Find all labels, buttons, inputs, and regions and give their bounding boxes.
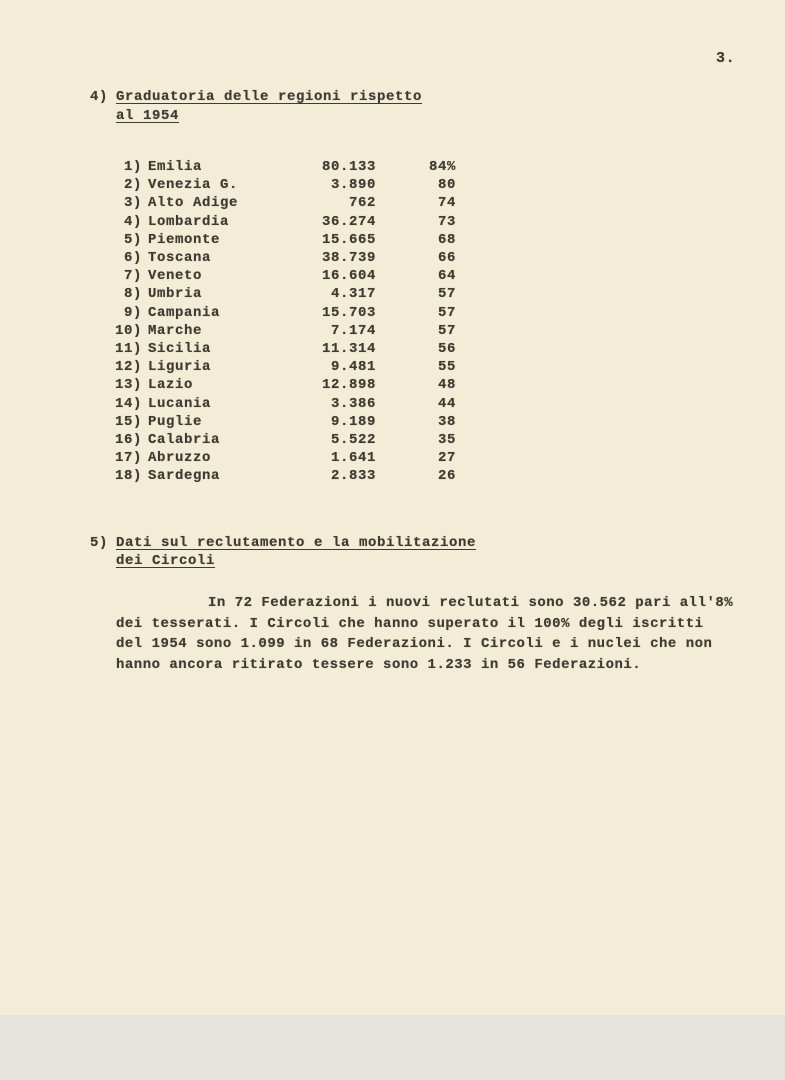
region-name: Liguria	[148, 359, 212, 376]
region-percent: 38	[437, 413, 456, 430]
region-name: Umbria	[148, 286, 203, 303]
region-row	[100, 322, 459, 340]
region-name: Venezia G.	[148, 177, 239, 194]
region-row	[100, 358, 459, 376]
region-value: 2.833	[330, 468, 376, 485]
rank-number: 3)	[123, 195, 142, 212]
region-percent: 66	[437, 250, 456, 267]
recruitment-paragraph	[116, 593, 781, 675]
rank-number: 1)	[123, 159, 142, 175]
region-percent: 26	[437, 468, 456, 485]
rank-number: 5)	[123, 231, 142, 248]
region-value: 3.386	[330, 395, 376, 412]
region-name: Toscana	[148, 250, 212, 267]
rank-number: 16)	[114, 432, 142, 449]
region-row	[100, 376, 459, 394]
rank-number: 13)	[114, 377, 142, 394]
region-name: Veneto	[148, 268, 203, 285]
region-row	[100, 176, 459, 194]
region-value: 11.314	[321, 341, 376, 358]
section-5-title-line-1: Dati sul reclutamento e la mobilitazione	[116, 535, 477, 551]
region-row	[100, 158, 459, 176]
region-percent: 48	[437, 377, 456, 394]
rank-number: 11)	[114, 341, 142, 358]
rank-number: 7)	[123, 268, 142, 285]
region-value: 7.174	[330, 322, 376, 339]
rank-number: 18)	[114, 468, 142, 485]
rank-number: 12)	[114, 359, 142, 376]
region-name: Abruzzo	[148, 450, 212, 467]
region-value: 38.739	[321, 250, 376, 267]
region-row	[100, 213, 459, 231]
region-row	[100, 285, 459, 303]
region-value: 15.665	[321, 231, 376, 248]
rank-number: 15)	[114, 413, 142, 430]
rank-number: 14)	[114, 395, 142, 412]
region-row	[100, 413, 459, 431]
region-percent: 57	[437, 286, 456, 303]
region-value: 15.703	[321, 304, 376, 321]
region-name: Piemonte	[148, 231, 221, 248]
region-row	[100, 340, 459, 358]
region-value: 9.189	[330, 413, 376, 430]
region-percent: 44	[437, 395, 456, 412]
region-name: Lombardia	[148, 213, 230, 230]
region-percent: 74	[437, 195, 456, 212]
region-percent: 27	[437, 450, 456, 467]
region-row	[100, 304, 459, 322]
rank-number: 10)	[114, 322, 142, 339]
section-5-number: 5)	[90, 535, 109, 551]
region-value: 16.604	[321, 268, 376, 285]
section-4-title-line-1: Graduatoria delle regioni rispetto	[116, 89, 423, 105]
paragraph-line: del 1954 sono 1.099 in 68 Federazioni. I Circoli e i nuclei che non	[116, 636, 713, 652]
region-value: 5.522	[330, 432, 376, 449]
region-name: Alto Adige	[148, 195, 239, 212]
paragraph-line: In 72 Federazioni i nuovi reclutati sono 30.562 pari all'8%	[208, 595, 734, 611]
region-percent: 56	[437, 341, 456, 358]
region-percent: 68	[437, 231, 456, 248]
rank-number: 2)	[123, 177, 142, 194]
region-name: Sardegna	[148, 468, 221, 485]
section-5-title-line-2: dei Circoli	[116, 553, 216, 569]
section-4-number: 4)	[90, 89, 109, 105]
rank-number: 8)	[123, 286, 142, 303]
region-percent: 57	[437, 322, 456, 339]
region-value: 1.641	[330, 450, 376, 467]
paragraph-line: hanno ancora ritirato tessere sono 1.233 in 56 Federazioni.	[116, 656, 642, 673]
region-percent: 64	[437, 268, 456, 285]
region-name: Lucania	[148, 395, 212, 412]
region-name: Campania	[148, 304, 221, 321]
rank-number: 4)	[123, 213, 142, 230]
region-value: 80.133	[321, 159, 376, 175]
region-value: 9.481	[330, 359, 376, 376]
region-percent: 57	[437, 304, 456, 321]
rank-number: 17)	[114, 450, 142, 467]
region-row	[100, 395, 459, 413]
page-number: 3.	[716, 50, 736, 67]
region-value: 762	[348, 195, 376, 212]
region-percent: 73	[437, 213, 456, 230]
region-name: Lazio	[148, 377, 194, 394]
region-row	[100, 449, 459, 467]
region-name: Calabria	[148, 432, 221, 449]
region-row	[100, 267, 459, 285]
region-value: 12.898	[321, 377, 376, 394]
region-row	[100, 431, 459, 449]
region-name: Sicilia	[148, 341, 212, 358]
region-value: 3.890	[330, 177, 376, 194]
region-ranking-body	[100, 158, 459, 486]
paragraph-line: dei tesserati. I Circoli che hanno superato il 100% degli iscritti	[116, 615, 704, 632]
region-row	[100, 249, 459, 267]
region-percent: 80	[437, 177, 456, 194]
region-value: 36.274	[321, 213, 376, 230]
region-row	[100, 467, 459, 485]
region-percent: 35	[437, 432, 456, 449]
region-row	[100, 194, 459, 212]
rank-number: 6)	[123, 250, 142, 267]
section-4-title-line-2: al 1954	[116, 108, 180, 124]
region-row	[100, 231, 459, 249]
region-value: 4.317	[330, 286, 376, 303]
region-percent: 55	[437, 359, 456, 376]
region-ranking-table	[100, 158, 459, 486]
rank-number: 9)	[123, 304, 142, 321]
region-name: Puglie	[148, 413, 203, 430]
region-percent: 84%	[428, 159, 456, 175]
region-name: Emilia	[148, 159, 203, 175]
region-name: Marche	[148, 322, 203, 339]
